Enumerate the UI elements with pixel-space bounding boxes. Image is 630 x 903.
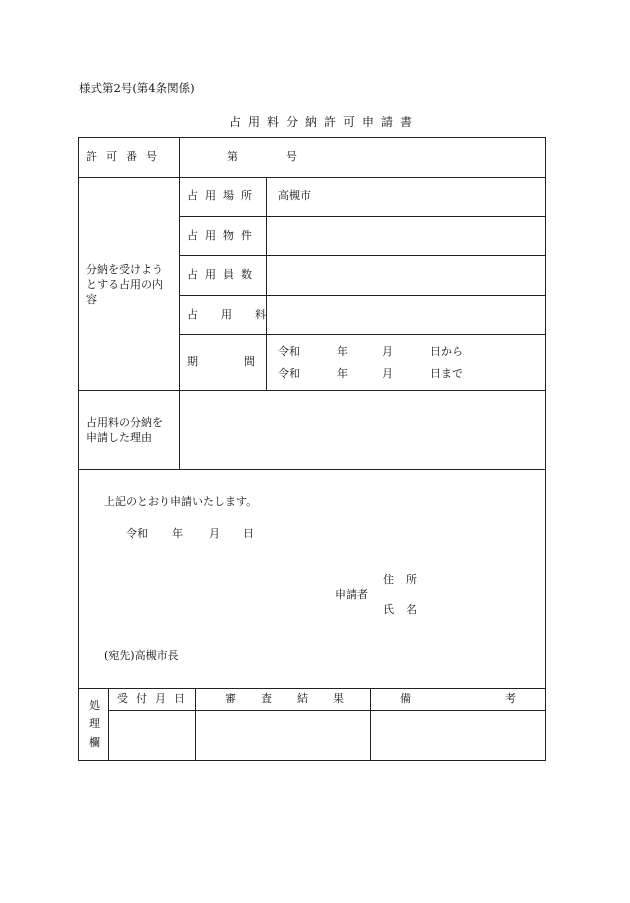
object-field[interactable] <box>267 217 545 254</box>
reason-field[interactable] <box>180 391 545 468</box>
place-value: 高槻市 <box>278 189 311 202</box>
period-start-day: 日から <box>430 345 463 358</box>
area-field[interactable] <box>267 256 545 294</box>
processing-label-char2: 理 <box>89 717 100 730</box>
fee-field[interactable] <box>267 296 545 333</box>
place-label: 占用場所 <box>187 189 259 202</box>
row-divider <box>78 688 546 689</box>
form-number: 様式第2号(第4条関係) <box>79 81 195 95</box>
reason-label-line2: 申請した理由 <box>86 431 152 444</box>
document-title: 占用料分納許可申請書 <box>229 115 420 129</box>
review-result-field[interactable] <box>196 711 369 760</box>
reason-label-line1: 占用料の分納を <box>86 416 163 429</box>
permit-dai: 第 <box>227 150 238 163</box>
date-year: 年 <box>172 527 183 540</box>
fee-label: 占用料 <box>187 308 289 321</box>
remarks-field[interactable] <box>371 711 545 760</box>
object-label: 占用物件 <box>187 229 259 242</box>
review-result-header: 審査結果 <box>225 692 369 705</box>
period-start-year: 年 <box>337 345 348 358</box>
period-end-day: 日まで <box>430 367 463 380</box>
date-month: 月 <box>209 527 220 540</box>
area-label: 占用員数 <box>187 268 259 281</box>
applicant-fields[interactable] <box>420 566 540 616</box>
period-start-month: 月 <box>382 345 393 358</box>
remarks-header-b: 考 <box>505 692 516 705</box>
applicant-label: 申請者 <box>335 588 368 601</box>
period-start-era: 令和 <box>278 345 300 358</box>
receipt-date-field[interactable] <box>109 711 194 760</box>
addressee: (宛先)高槻市長 <box>104 649 179 662</box>
processing-label-char1: 処 <box>89 699 100 712</box>
declaration-statement: 上記のとおり申請いたします。 <box>104 495 258 508</box>
permit-go: 号 <box>286 150 297 163</box>
fee-label-wrap <box>187 308 289 321</box>
period-end-month: 月 <box>382 367 393 380</box>
place-field[interactable] <box>267 178 545 215</box>
permit-number-label: 許可番号 <box>86 150 166 163</box>
period-end-year: 年 <box>337 367 348 380</box>
row-divider <box>78 469 546 470</box>
name-label: 氏名 <box>383 603 429 616</box>
content-label-line3: 容 <box>86 293 97 306</box>
content-label-line2: とする占用の内 <box>86 278 163 291</box>
period-label: 期間 <box>187 355 301 368</box>
address-label: 住所 <box>383 573 429 586</box>
date-era: 令和 <box>126 527 148 540</box>
receipt-date-header: 受付月日 <box>117 692 193 705</box>
processing-label-char3: 欄 <box>89 736 100 749</box>
date-day: 日 <box>243 527 254 540</box>
content-label-line1: 分納を受けよう <box>86 263 163 276</box>
permit-number-field[interactable] <box>244 143 282 171</box>
period-end-era: 令和 <box>278 367 300 380</box>
remarks-header-a: 備 <box>400 692 411 705</box>
period-field[interactable] <box>267 335 545 389</box>
